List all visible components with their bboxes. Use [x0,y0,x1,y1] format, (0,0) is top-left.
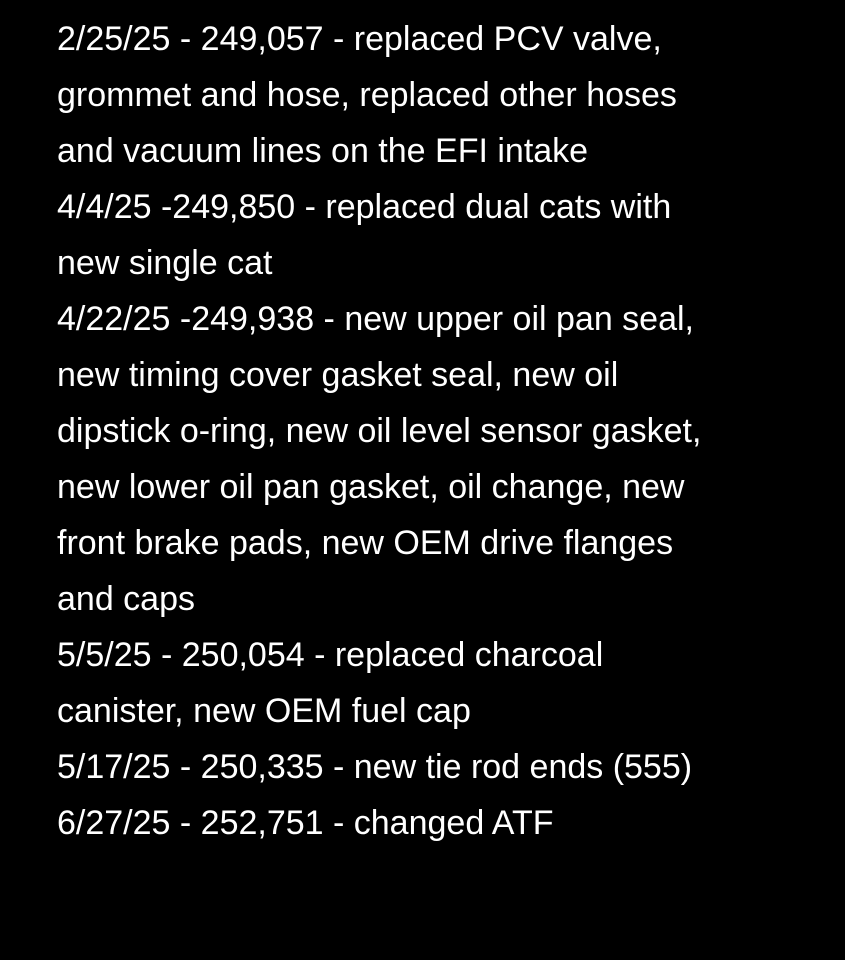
log-line: 5/5/25 - 250,054 - replaced charcoal [57,636,604,674]
log-line: and vacuum lines on the EFI intake [57,132,589,170]
log-line: new timing cover gasket seal, new oil [57,356,619,394]
log-line: canister, new OEM fuel cap [57,692,471,730]
log-line: front brake pads, new OEM drive flanges [57,524,674,562]
log-line: new lower oil pan gasket, oil change, new [57,468,685,506]
log-line: 4/4/25 -249,850 - replaced dual cats with [57,188,672,226]
log-line: 2/25/25 - 249,057 - replaced PCV valve, [57,20,662,58]
log-line: 4/22/25 -249,938 - new upper oil pan seal, [57,300,695,338]
log-line: and caps [57,580,195,618]
log-line: new single cat [57,244,273,282]
log-line: grommet and hose, replaced other hoses [57,76,677,114]
log-line: dipstick o-ring, new oil level sensor gasket, [57,412,702,450]
log-line: 5/17/25 - 250,335 - new tie rod ends (555) [57,748,693,786]
maintenance-log-text [57,11,797,851]
log-line: 6/27/25 - 252,751 - changed ATF [57,804,554,842]
